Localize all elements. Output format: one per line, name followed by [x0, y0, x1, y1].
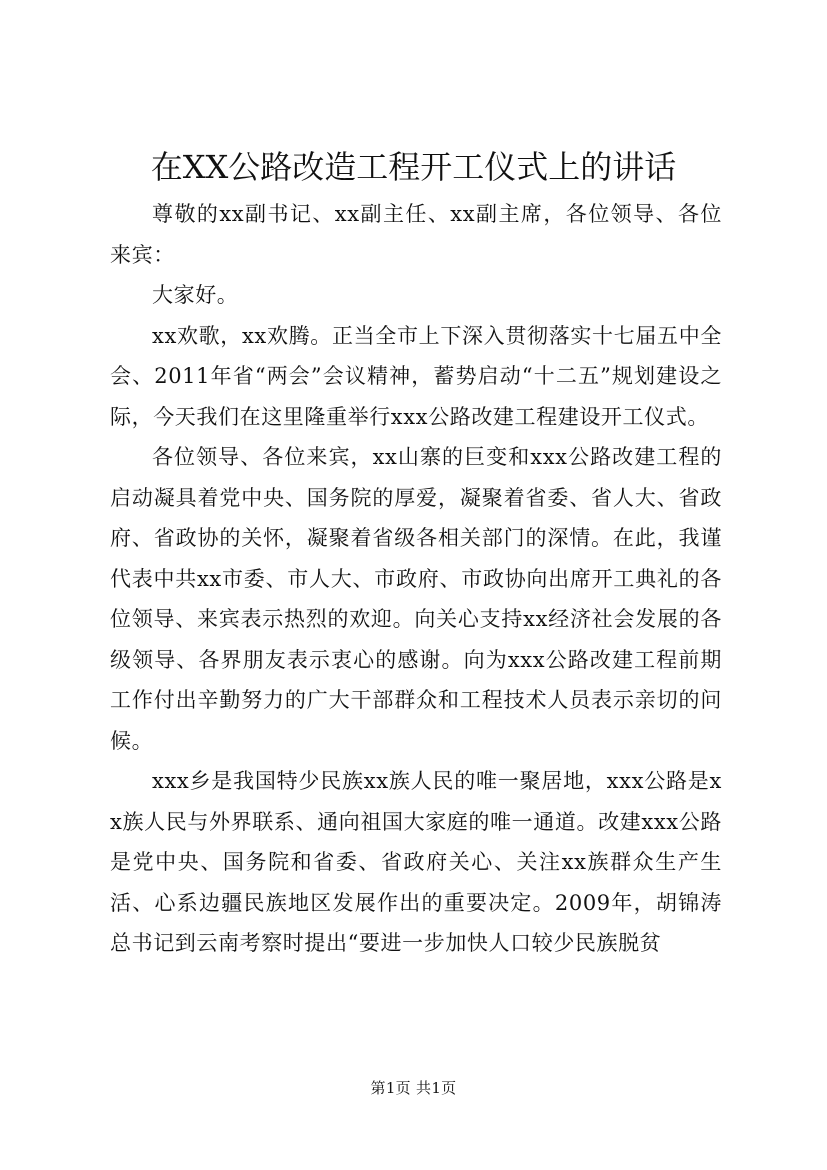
- page-footer: 第1页 共1页: [370, 1079, 457, 1097]
- paragraph-welcome: 各位领导、各位来宾，xx山寨的巨变和xxx公路改建工程的启动凝具着党中央、国务院的厚爱，凝聚着省委、省人大、省政府、省政协的关怀，凝聚着省级各相关部门的深情。在此，我谨代表中共xx市委、市人大、市政府、市政协向出席开工典礼的各位领导、来宾表示热烈的欢迎。向关心支持xx经济社会发展的各级领导、各界朋友表示衷心的感谢。向为xxx公路改建工程前期工作付出辛勤努力的广大干部群众和工程技术人员表示亲切的问候。: [110, 445, 722, 753]
- paragraph-salutation: 尊敬的xx副书记、xx副主任、xx副主席，各位领导、各位来宾：: [110, 202, 722, 267]
- paragraph-background: xxx乡是我国特少民族xx族人民的唯一聚居地，xxx公路是xx族人民与外界联系、通向祖国大家庭的唯一通道。改建xxx公路是党中央、国务院和省委、省政府关心、关注xx族群众生产生活、心系边疆民族地区发展作出的重要决定。2009年，胡锦涛总书记到云南考察时提出“要进一步加快人口较少民族脱贫: [110, 769, 722, 955]
- paragraph-opening: xx欢歌，xx欢腾。正当全市上下深入贯彻落实十七届五中全会、2011年省“两会”会议精神，蓄势启动“十二五”规划建设之际，今天我们在这里隆重举行xxx公路改建工程建设开工仪式。: [110, 323, 722, 429]
- document-title: 在XX公路改造工程开工仪式上的讲话: [150, 148, 677, 186]
- paragraph-greeting: 大家好。: [152, 283, 239, 307]
- document-body: [110, 194, 722, 964]
